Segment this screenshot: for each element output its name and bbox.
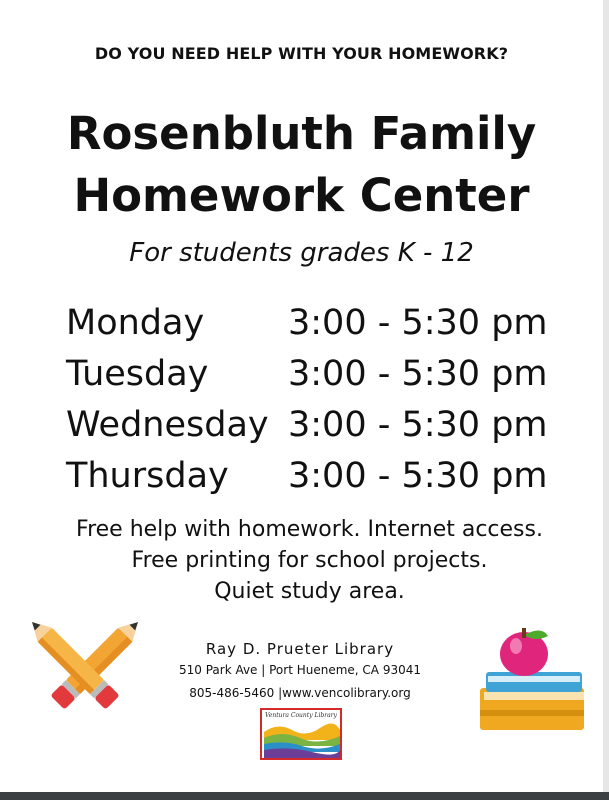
page-title bbox=[0, 103, 603, 227]
tagline: DO YOU NEED HELP WITH YOUR HOMEWORK? bbox=[94, 44, 509, 63]
library-contact: 805-486-5460 |www.vencolibrary.org bbox=[189, 686, 411, 700]
library-name: Ray D. Prueter Library bbox=[205, 640, 395, 658]
schedule-day: Wednesday bbox=[66, 405, 269, 445]
schedule-hours: 3:00 - 5:30 pm bbox=[288, 303, 548, 343]
ventura-county-library-logo bbox=[260, 708, 342, 760]
schedule-day: Thursday bbox=[66, 456, 229, 496]
library-address: 510 Park Ave | Port Hueneme, CA 93041 bbox=[178, 663, 421, 677]
service-line: Free help with homework. Internet access. bbox=[76, 517, 543, 542]
schedule-row bbox=[66, 349, 546, 400]
bottom-bar bbox=[0, 792, 609, 800]
schedule-hours: 3:00 - 5:30 pm bbox=[288, 354, 548, 394]
schedule-hours: 3:00 - 5:30 pm bbox=[288, 405, 548, 445]
apple-on-books-icon bbox=[476, 626, 588, 740]
crossed-pencils-icon bbox=[30, 620, 140, 734]
schedule-day: Monday bbox=[66, 303, 205, 343]
logo-text: Ventura County Library bbox=[265, 712, 337, 719]
schedule-table bbox=[66, 298, 546, 502]
schedule-row bbox=[66, 298, 546, 349]
title-line-2: Homework Center bbox=[73, 169, 530, 222]
schedule-day: Tuesday bbox=[66, 354, 209, 394]
subtitle: For students grades K - 12 bbox=[129, 238, 474, 268]
schedule-hours: 3:00 - 5:30 pm bbox=[288, 456, 548, 496]
services-list bbox=[0, 514, 609, 607]
schedule-row bbox=[66, 400, 546, 451]
page-edge bbox=[603, 0, 609, 800]
service-line: Quiet study area. bbox=[214, 579, 405, 604]
schedule-row bbox=[66, 451, 546, 502]
title-line-1: Rosenbluth Family bbox=[66, 107, 537, 160]
service-line: Free printing for school projects. bbox=[131, 548, 488, 573]
